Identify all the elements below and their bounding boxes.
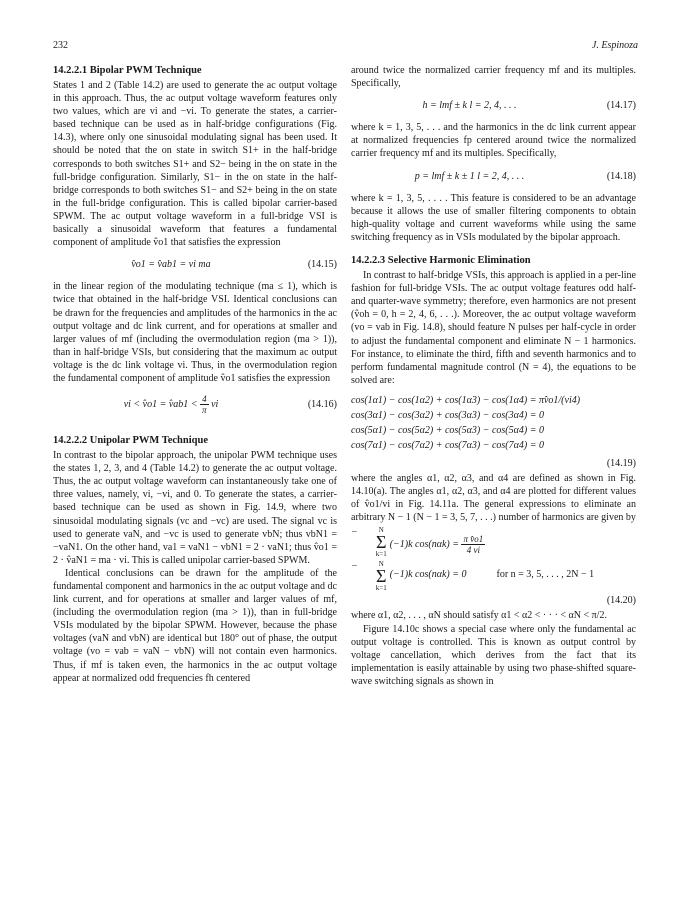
page-number: 232 — [53, 40, 68, 51]
paragraph: States 1 and 2 (Table 14.2) are used to generate the ac output voltage in this approach. Thus, the ac output voltage waveform features only two values, which are vi and −vi. To generate the states, a carrier-based technique can be used as in half-bridge configurations (Fig. 14.3), where only one sinusoidal modulating signal has been used. It should be noted that the on state in switch S1+ in the half-bridge corresponds to both switches S1+ and S2− being in the on state in the full-bridge configuration. Similarly, S1− in the on state in the half-bridge corresponds to both switches S1− and S2+ being in the on state in the full-bridge configuration. This is called bipolar carrier-based SPWM. The ac output voltage waveform in a full-bridge VSI is basically a sinusoidal waveform that features a fundamental component of amplitude v̂o1 that satisfies the expression — [53, 80, 337, 249]
equation-line: cos(1α1) − cos(1α2) + cos(1α3) − cos(1α4) = πv̂o1/(vi4) — [351, 394, 581, 406]
section-heading-selective-harmonic: 14.2.2.3 Selective Harmonic Elimination — [351, 255, 531, 267]
right-column — [351, 64, 636, 688]
equation-14-17 — [351, 99, 636, 112]
running-header-author: J. Espinoza — [591, 40, 638, 51]
left-column — [53, 64, 337, 685]
equation-number: (14.16) — [307, 399, 337, 411]
summation-sign: N Σ k=1 — [375, 560, 387, 593]
summation-sign: N Σ k=1 — [375, 526, 387, 559]
equation-line: cos(7α1) − cos(7α2) + cos(7α3) − cos(7α4) = 0 — [351, 439, 544, 451]
equation-body: vi < v̂o1 = v̂ab1 < — [123, 398, 198, 410]
equation-number: (14.17) — [606, 100, 636, 112]
paragraph: In contrast to the bipolar approach, the unipolar PWM technique uses the states 1, 2, 3, and 4 (Table 14.2) to generate the ac output voltage. Thus, the ac output voltage waveform can instantaneously take one of three values, namely, vi, −vi, and 0. To generate the states, a carrier-based technique can be used as shown in Fig. 14.9, where two sinusoidal modulating signals (vc and −vc) are used. The signal vc is used to generate vaN, and −vc is used to generate vbN; thus vbN1 = −vaN1. On the other hand, va1 = vaN1 − vbN1 = 2 · vaN1; thus v̂o1 = 2 · v̂aN1 = ma · vi. This is called unipolar carrier-based SPWM. — [53, 450, 337, 566]
paragraph: where α1, α2, . . . , αN should satisfy α1 < α2 < · · · < αN < π/2. — [351, 610, 607, 622]
equation-body: v̂o1 = v̂ab1 = vi ma — [131, 259, 211, 271]
paragraph: where the angles α1, α2, α3, and α4 are defined as shown in Fig. 14.10(a). The angles α1, α2, α3, and α4 are plotted for different values of v̂o1/vi in Fig. 14.11a. The general expressions to eliminate an arbitrary N − 1 (N − 1 = 3, 5, 7, . . .) number of harmonics are given by — [351, 472, 636, 524]
equation-number: (14.15) — [307, 259, 337, 271]
equation-number: (14.19) — [606, 457, 636, 469]
equation-body: (−1)k cos(nαk) = 0 for n = 3, 5, . . . , 2N − 1 — [389, 569, 595, 581]
paragraph: in the linear region of the modulating technique (ma ≤ 1), which is twice that obtained in the half-bridge VSI. Identical conclusions can be drawn for the frequencies and amplitudes of the harmonics in the ac output voltage and dc link current, and for operations at smaller and larger values of mf (including the overmodulation region (ma > 1)), than in half-bridge VSIs, but considering that the maximum ac output voltage is the dc link voltage vi. Thus, in the overmodulation region the fundamental component of amplitude v̂o1 satisfies the expression — [53, 281, 337, 384]
equation-14-18 — [351, 170, 636, 183]
section-heading-bipolar: 14.2.2.1 Bipolar PWM Technique — [53, 65, 202, 76]
fraction: $\frac{4}{\pi}$ — [202, 394, 207, 416]
paragraph: Identical conclusions can be drawn for the amplitude of the fundamental component and harmonics in the ac output voltage and dc link current, and for operations at smaller and larger values of mf, (including the overmodulation region (ma > 1)), than in full-bridge VSIs modulated by the bipolar SPWM. However, because the phase voltages (vaN and vbN) are identical but 180° out of phase, the output voltage (vo = vab = vaN − vbN) will not contain even harmonics. Thus, if mf is taken even, the harmonics in the ac output voltage appear at normalized odd frequencies fh centered — [53, 567, 337, 684]
equation-body: p = lmf ± k ± 1 l = 2, 4, . . . — [414, 170, 525, 182]
paragraph: where k = 1, 3, 5, . . . . This feature is considered to be an advantage because it allows the use of smaller filtering components to obtain high-quality voltage and current waveforms while using the same switching frequency as in VSIs modulated by the bipolar approach. — [351, 192, 636, 243]
equation-line: cos(5α1) − cos(5α2) + cos(5α3) − cos(5α4) = 0 — [351, 424, 544, 436]
equation-14-16: vi < v̂o1 = v̂ab1 < $\frac{4}{\pi}$ vi (14.16) — [123, 394, 337, 416]
equation-body: h = lmf ± k l = 2, 4, . . . — [422, 100, 517, 112]
paragraph: around twice the normalized carrier frequency mf and its multiples. Specifically, — [351, 65, 636, 90]
equation-body: (−1)k cos(nαk) = $\frac{\text{π v̂o1}}{4 vi}$ — [389, 534, 484, 556]
paragraph: Figure 14.10c shows a special case where only the fundamental ac output voltage is controlled. This is known as output control by voltage cancellation, which derives from the fact that its implementation is easily attainable by using two phase-shifted square-wave switching signals as shown in — [351, 623, 636, 687]
equation-number: (14.18) — [606, 170, 636, 182]
equation-14-20: − N Σ k=1 (−1)k cos(nαk) = $\frac{\text{π v̂o1}}{4 vi}$ − N Σ k=1 (−1)k cos(nαk) = 0 for n = 3, 5, . . . , 2N − 1 (14.20) — [351, 526, 636, 607]
paragraph: where k = 1, 3, 5, . . . and the harmonics in the dc link current appear at normalized frequencies fp centered around twice the normalized carrier frequency mf and its multiples. Specifically, — [351, 122, 636, 160]
equation-14-15 — [53, 258, 337, 271]
section-heading-unipolar: 14.2.2.2 Unipolar PWM Technique — [53, 435, 208, 447]
equation-number: (14.20) — [606, 595, 636, 607]
paragraph: In contrast to half-bridge VSIs, this approach is applied in a per-line fashion for full-bridge VSIs. The ac output voltage features odd half- and quarter-wave symmetry; therefore, even harmonics are not present (v̂oh = 0, h = 2, 4, 6, . . .). Moreover, the ac output voltage waveform (vo = vab in Fig. 14.8), should feature N pulses per half-cycle in order to adjust the fundamental component and eliminate N − 1 harmonics. For instance, to eliminate the third, fifth and seventh harmonics and to perform fundamental magnitude control (N = 4), the equations to be solved are: — [351, 270, 636, 386]
equation-14-19 — [351, 393, 636, 453]
equation-line: cos(3α1) − cos(3α2) + cos(3α3) − cos(3α4) = 0 — [351, 409, 544, 421]
